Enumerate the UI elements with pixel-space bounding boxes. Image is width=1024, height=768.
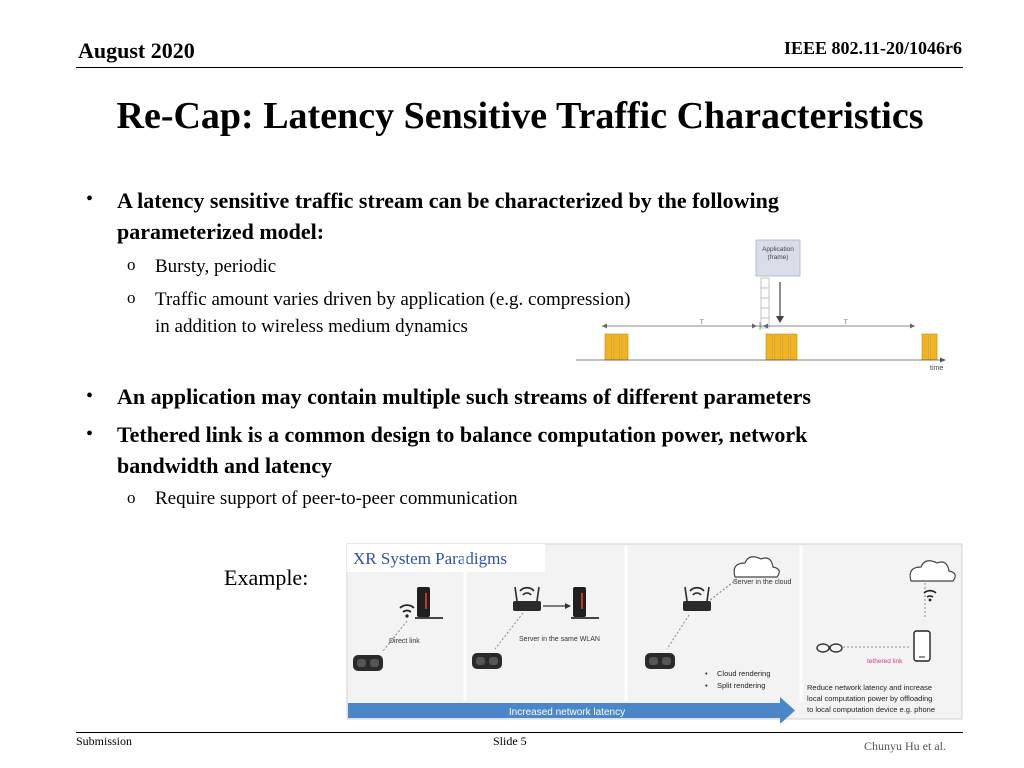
app-label-2: (frame) — [767, 254, 789, 261]
xr-paradigms-figure — [345, 543, 965, 723]
footer-divider — [76, 732, 963, 733]
direct-link-label: Direct link — [389, 638, 420, 645]
latency-arrow-label: Increased network latency — [508, 707, 626, 718]
period-label-1: T — [700, 320, 704, 326]
sub-bullet-marker: o — [127, 255, 136, 274]
traffic-burst — [605, 334, 628, 360]
reduce-text-1: Reduce network latency and increase — [807, 683, 933, 692]
time-label: time — [930, 365, 944, 372]
header-doc-id: IEEE 802.11-20/1046r6 — [783, 38, 962, 58]
bullet-marker: • — [86, 188, 94, 210]
phone-icon — [914, 631, 930, 661]
split-rendering-label: Split rendering — [717, 681, 766, 690]
bullet-1-line-1: A latency sensitive traffic stream can be characterized by the following — [117, 188, 779, 213]
bullet-3-line-2: bandwidth and latency — [117, 453, 333, 478]
sub-bullet-1-2-line-2: in addition to wireless medium dynamics — [155, 316, 468, 337]
split-rendering-bullet: • — [705, 681, 708, 690]
bullet-2: An application may contain multiple such streams of different parameters — [117, 384, 811, 409]
traffic-burst — [766, 334, 797, 360]
header-divider — [76, 67, 963, 68]
vr-headset-icon — [645, 653, 675, 669]
bullet-marker: • — [86, 423, 94, 445]
slide-title: Re-Cap: Latency Sensitive Traffic Characteristics — [116, 95, 924, 137]
app-label-1: Application — [762, 246, 794, 253]
figure-caption: XR System Paradigms — [353, 549, 507, 568]
sub-bullet-marker: o — [127, 488, 136, 507]
period-label-2: T — [844, 320, 848, 326]
vr-headset-icon — [353, 655, 383, 671]
server-cloud-label: Server in the cloud — [733, 579, 792, 586]
vr-headset-icon — [472, 653, 502, 669]
reduce-text-3: to local computation device e.g. phone — [807, 705, 936, 714]
tethered-link-label: tethered link — [867, 658, 903, 665]
server-same-wlan-label: Server in the same WLAN — [519, 636, 600, 643]
footer-slide-number: Slide 5 — [493, 734, 527, 748]
sub-bullet-1-1: Bursty, periodic — [155, 256, 277, 277]
traffic-burst — [922, 334, 937, 360]
reduce-text-2: local computation power by offloading — [807, 694, 933, 703]
traffic-diagram — [570, 238, 950, 374]
sub-bullet-1-2-line-1: Traffic amount varies driven by application (e.g. compression) — [155, 289, 631, 310]
example-label: Example: — [224, 565, 309, 590]
sub-bullet-3-1: Require support of peer-to-peer communication — [155, 488, 518, 509]
header-date: August 2020 — [78, 38, 195, 63]
bullet-marker: • — [86, 385, 94, 407]
footer-author: Chunyu Hu et al. — [864, 739, 946, 753]
sub-bullet-marker: o — [127, 288, 136, 307]
cloud-rendering-bullet: • — [705, 669, 708, 678]
bullet-1-line-2: parameterized model: — [117, 219, 325, 244]
bullet-3-line-1: Tethered link is a common design to balance computation power, network — [117, 422, 808, 447]
footer-submission: Submission — [76, 734, 133, 748]
cloud-rendering-label: Cloud rendering — [717, 669, 771, 678]
frame-queue — [761, 278, 769, 328]
